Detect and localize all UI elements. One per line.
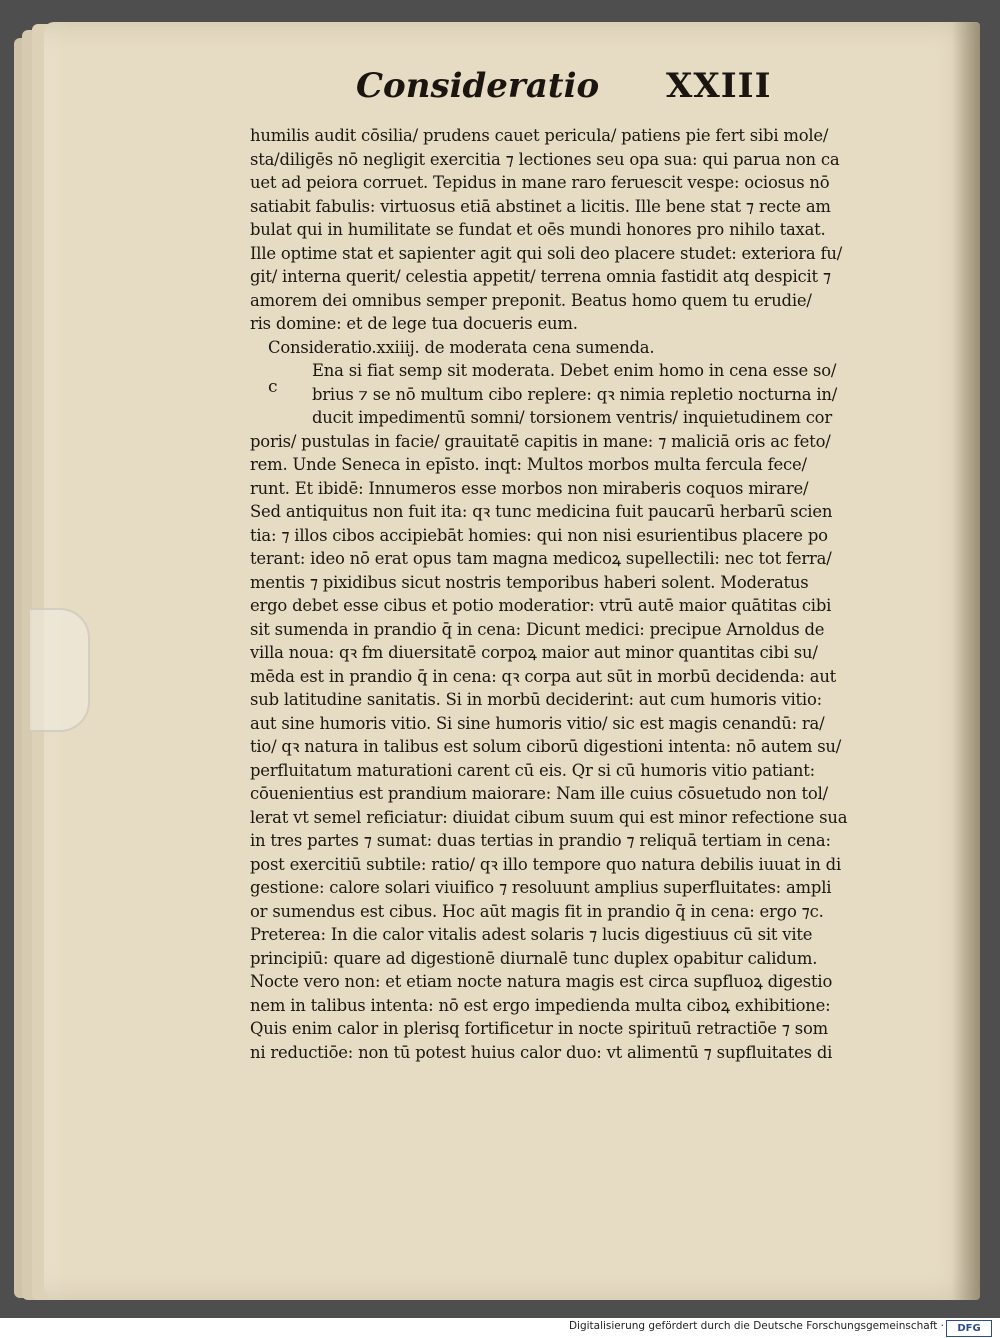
running-head-numeral: XXIII — [666, 66, 772, 106]
text-line: mentis ⁊ pixidibus sicut nostris temporibus haberi solent. Moderatus — [250, 572, 809, 592]
text-line: ni reductiōe: non tū potest huius calor duo: vt alimentū ⁊ supfluitates di — [250, 1042, 833, 1062]
text-line: rem. Unde Seneca in epīsto. inqt: Multos morbos multa fercula fece/ — [250, 455, 807, 474]
text-line: or sumendus est cibus. Hoc aūt magis fit in prandio q̄ in cena: ergo ⁊c. — [250, 901, 824, 921]
text-line: satiabit fabulis: virtuosus etiā abstinet a licitis. Ille bene stat ⁊ recte am — [250, 196, 831, 216]
text-block — [250, 124, 850, 1064]
text-line: Nocte vero non: et etiam nocte natura magis est circa supfluoꝝ digestio — [250, 972, 833, 991]
section-heading: Consideratio.xxiiij. de moderata cena sumenda. — [268, 337, 655, 357]
page-clip — [30, 608, 90, 732]
text-line: ergo debet esse cibus et potio moderatior: vtrū autē maior quātitas cibi — [250, 596, 832, 615]
text-line: post exercitiū subtile: ratio/ qꝛ illo tempore quo natura debilis iuuat in di — [250, 854, 841, 874]
text-line: ris domine: et de lege tua docueris eum. — [250, 314, 578, 333]
text-line: cōuenientius est prandium maiorare: Nam ille cuius cōsuetudo non tol/ — [250, 784, 828, 803]
text-line: mēda est in prandio q̄ in cena: qꝛ corpa aut sūt in morbū decidenda: aut — [250, 666, 837, 686]
text-line: in tres partes ⁊ sumat: duas tertias in prandio ⁊ reliquā tertiam in cena: — [250, 831, 831, 850]
text-line: terant: ideo nō erat opus tam magna medicoꝝ supellectili: nec tot ferra/ — [250, 549, 832, 568]
text-line: aut sine humoris vitio. Si sine humoris vitio/ sic est magis cenandū: ra/ — [250, 713, 825, 733]
spine-shadow — [952, 22, 980, 1300]
running-head — [356, 66, 786, 116]
marginal-note: c — [268, 377, 278, 397]
text-line: principiū: quare ad digestionē diurnalē tunc duplex opabitur calidum. — [250, 948, 818, 968]
text-line: perfluitatum maturationi carent cū eis. Qr si cū humoris vitio patiant: — [250, 760, 815, 780]
text-line: tia: ⁊ illos cibos accipiebāt homies: qui non nisi esurientibus placere po — [250, 525, 828, 545]
text-line: amorem dei omnibus semper preponit. Beatus homo quem tu erudie/ — [250, 290, 812, 310]
text-line: bulat qui in humilitate se fundat et oēs mundi honores pro nihilo taxat. — [250, 220, 826, 239]
text-line: Sed antiquitus non fuit ita: qꝛ tunc medicina fuit paucarū herbarū scien — [250, 502, 833, 521]
text-line: sit sumenda in prandio q̄ in cena: Dicunt medici: precipue Arnoldus de — [250, 619, 825, 639]
text-line: git/ interna querit/ celestia appetit/ terrena omnia fastidit atq despicit ⁊ — [250, 267, 831, 286]
text-line: villa noua: qꝛ fm diuersitatē corpoꝝ maior aut minor quantitas cibi su/ — [250, 643, 818, 662]
running-head-title: Consideratio — [356, 66, 600, 106]
dfg-logo: DFG — [946, 1320, 992, 1337]
text-line: poris/ pustulas in facie/ grauitatē capitis in mane: ⁊ maliciā oris ac feto/ — [250, 431, 831, 451]
text-line: Preterea: In die calor vitalis adest solaris ⁊ lucis digestiuus cū sit vite — [250, 925, 813, 944]
text-line: uet ad peiora corruet. Tepidus in mane raro feruescit vespe: ociosus nō — [250, 173, 830, 192]
text-line: sta/diligēs nō negligit exercitia ⁊ lectiones seu opa sua: qui parua non ca — [250, 149, 840, 169]
text-line: sub latitudine sanitatis. Si in morbū deciderint: aut cum humoris vitio: — [250, 690, 822, 709]
text-line: runt. Et ibidē: Innumeros esse morbos non miraberis coquos mirare/ — [250, 478, 809, 498]
text-line: Ille optime stat et sapienter agit qui soli deo placere studet: exteriora fu/ — [250, 243, 843, 263]
text-line: ducit impedimentū somni/ torsionem ventris/ inquietudinem cor — [312, 408, 832, 427]
text-line: humilis audit cōsilia/ prudens cauet pericula/ patiens pie fert sibi mole/ — [250, 126, 829, 145]
text-line: Ena si fiat semp sit moderata. Debet enim homo in cena esse so/ — [312, 361, 837, 380]
funding-credit: Digitalisierung gefördert durch die Deutsche Forschungsgemeinschaft · — [568, 1320, 944, 1332]
text-line: brius ⁊ se nō multum cibo replere: qꝛ nimia repletio nocturna in/ — [312, 384, 838, 404]
text-line: tio/ qꝛ natura in talibus est solum ciborū digestioni intenta: nō autem su/ — [250, 737, 842, 756]
text-line: lerat vt semel reficiatur: diuidat cibum suum qui est minor refectione sua — [250, 807, 848, 827]
text-line: gestione: calore solari viuifico ⁊ resoluunt amplius superfluitates: ampli — [250, 878, 832, 897]
text-line: Quis enim calor in plerisq fortificetur in nocte spirituū retractiōe ⁊ som — [250, 1019, 828, 1038]
text-line: nem in talibus intenta: nō est ergo impedienda multa ciboꝝ exhibitione: — [250, 995, 831, 1015]
